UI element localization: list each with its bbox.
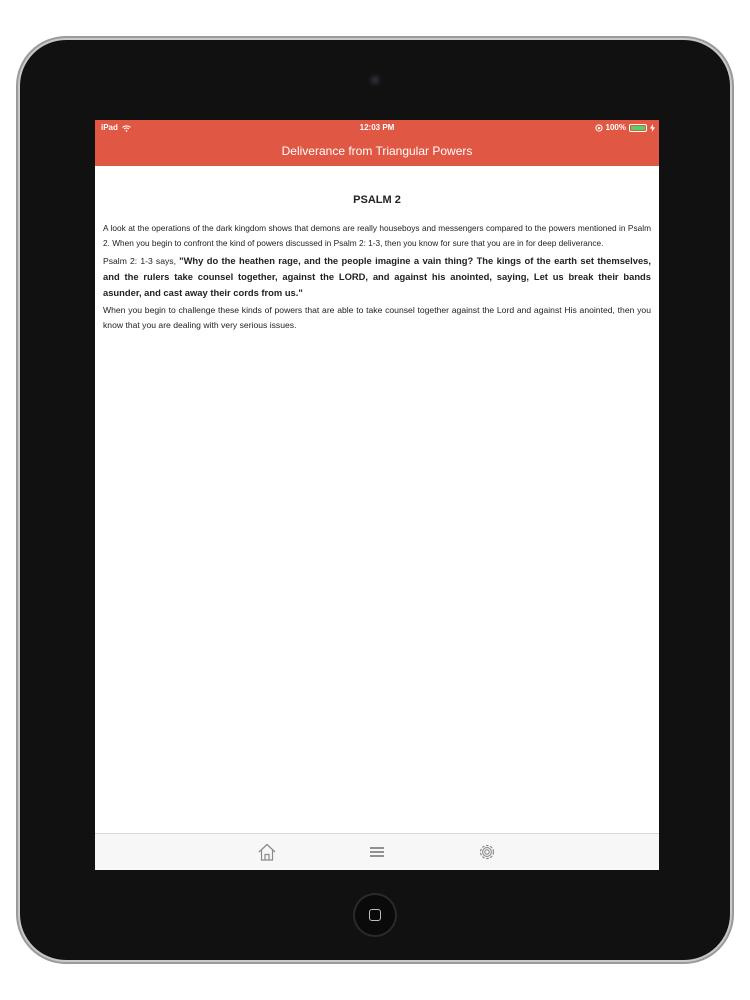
status-right <box>595 120 655 136</box>
scripture-quote: "Why do the heathen rage, and the people imagine a vain thing? The kings of the earth set themselves, and the rulers take counsel together, against the LORD, and against his anointed, saying, Let us break their bands asunder, and cast away their cords from us." <box>103 255 651 298</box>
device-label: iPad <box>101 123 118 132</box>
tab-settings[interactable] <box>476 841 498 863</box>
tab-home[interactable] <box>256 841 278 863</box>
menu-icon <box>368 845 386 859</box>
navigation-bar <box>95 136 659 166</box>
battery-icon <box>629 124 647 132</box>
orientation-lock-icon <box>595 124 603 132</box>
tab-menu[interactable] <box>366 841 388 863</box>
home-icon <box>257 842 277 862</box>
battery-percent: 100% <box>605 123 626 132</box>
app-screen <box>95 120 659 870</box>
article-paragraph: When you begin to challenge these kinds of powers that are able to take counsel together against the Lord and against His anointed, then you know that you are dealing with very serious issues. <box>103 305 651 330</box>
charging-bolt-icon <box>650 124 655 132</box>
article-content <box>103 166 651 335</box>
nav-title: Deliverance from Triangular Powers <box>281 144 473 158</box>
scripture-paragraph <box>103 253 651 301</box>
home-button-square-icon <box>369 909 381 921</box>
device-home-button[interactable] <box>355 895 395 935</box>
front-camera <box>369 74 381 86</box>
status-time: 12:03 PM <box>359 123 395 132</box>
tab-bar <box>95 833 659 870</box>
article-heading: PSALM 2 <box>353 194 401 206</box>
scripture-reference: Psalm 2: 1-3 says, <box>103 256 180 266</box>
battery-fill <box>631 126 645 130</box>
status-bar <box>95 120 659 136</box>
article-paragraph: A look at the operations of the dark kingdom shows that demons are really houseboys and messengers compared to the powers mentioned in Psalm 2. When you begin to confront the kind of powers discussed in Psalm 2: 1-3, then you know for sure that you are in for deep deliverance. <box>103 223 651 248</box>
settings-icon <box>477 842 497 862</box>
